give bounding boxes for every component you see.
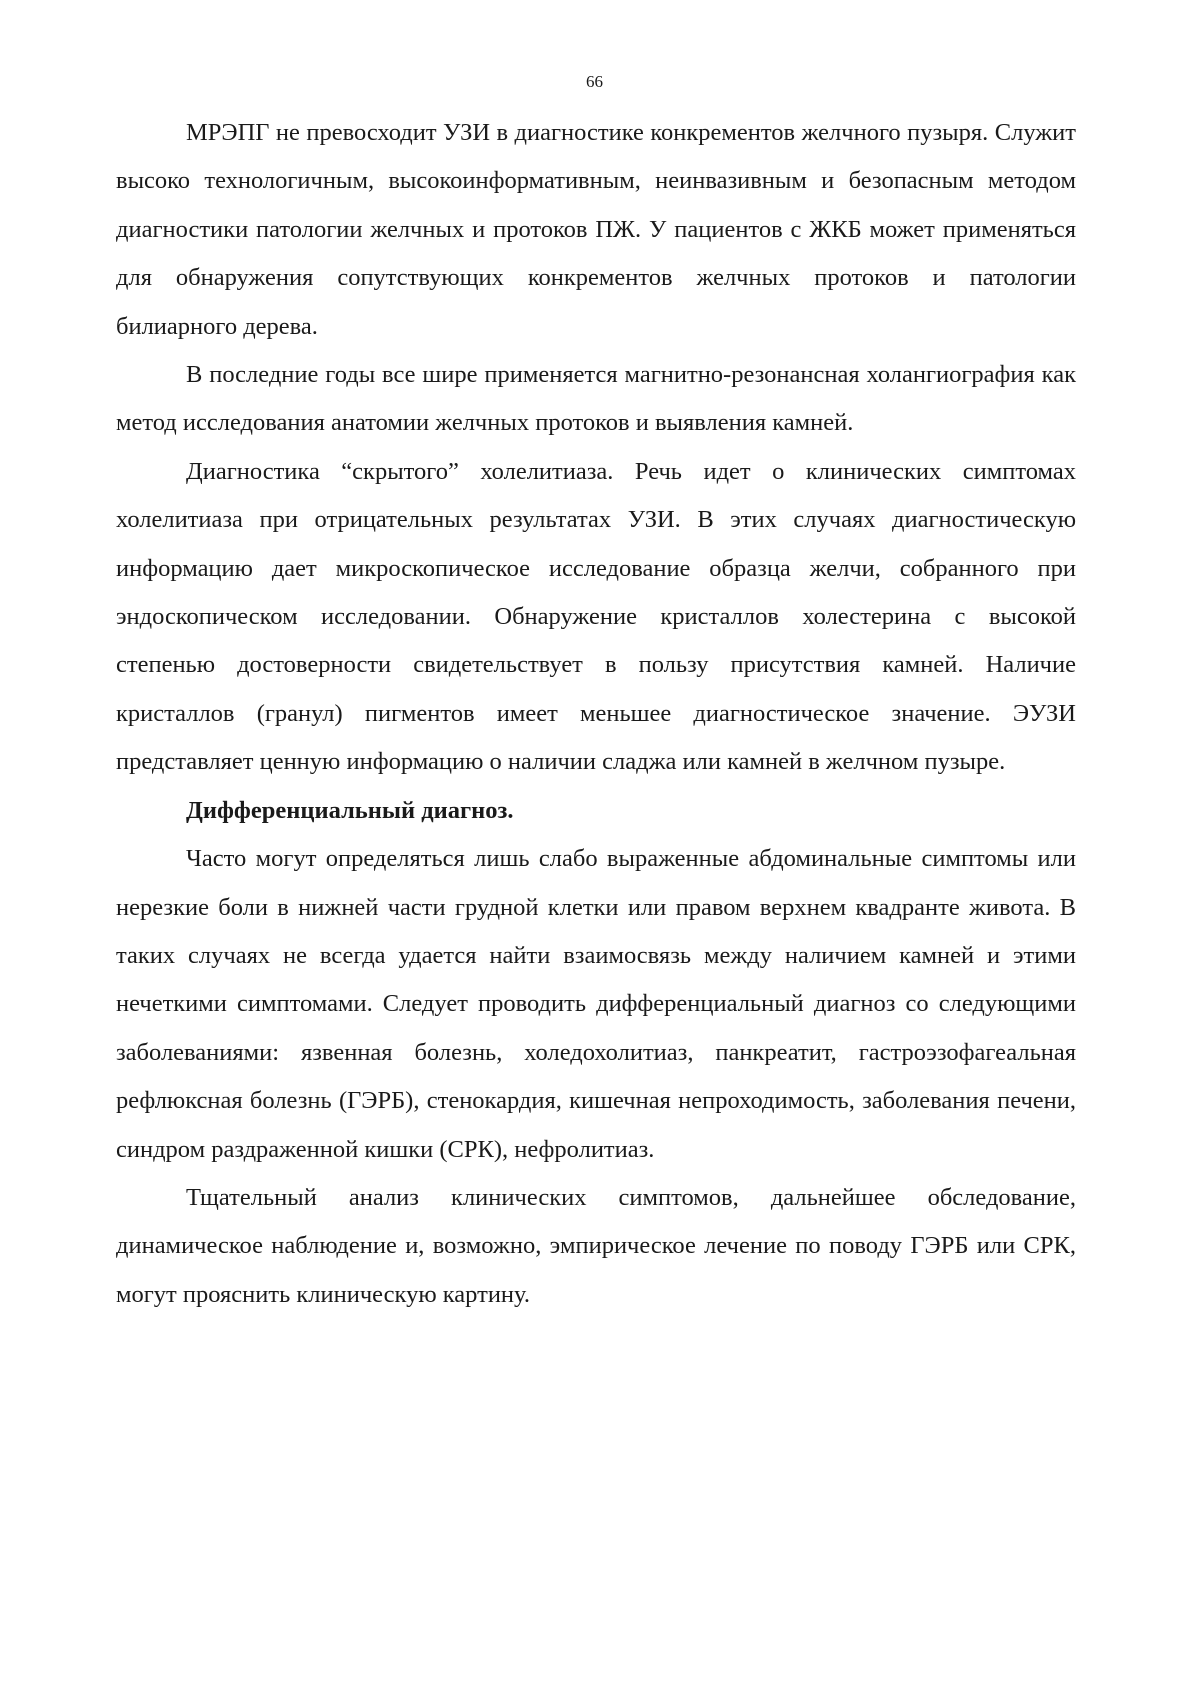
paragraph-mrcp: МРЭПГ не превосходит УЗИ в диагностике конкрементов желчного пузыря. Служит высоко технологичным, высокоинформативным, неинвазивным и безопасным методом диагностики патологии желчных и протоков ПЖ. У пациентов с ЖКБ может применяться для обнаружения сопутствующих конкрементов желчных протоков и патологии билиарного дерева. [116, 119, 1076, 340]
paragraph-mr-cholangiography: В последние годы все шире применяется магнитно-резонансная холангиография как метод исследования анатомии желчных протоков и выявления камней. [116, 361, 1076, 437]
paragraph-differential: Часто могут определяться лишь слабо выраженные абдоминальные симптомы или нерезкие боли в нижней части грудной клетки или правом верхнем квадранте живота. В таких случаях не всегда удается найти взаимосвязь между наличием камней и этими нечеткими симптомами. Следует проводить дифференциальный диагноз со следующими заболеваниями: язвенная болезнь, холедохолитиаз, панкреатит, гастроэзофагеальная рефлюксная болезнь (ГЭРБ), стенокардия, кишечная непроходимость, заболевания печени, синдром раздраженной кишки (СРК), нефролитиаз. [116, 845, 1076, 1163]
section-heading: Дифференциальный диагноз. [186, 796, 514, 824]
paragraph-analysis: Тщательный анализ клинических симптомов, дальнейшее обследование, динамическое наблюдение и, возможно, эмпирическое лечение по поводу ГЭРБ или СРК, могут прояснить клиническую картину. [116, 1183, 1076, 1308]
body-text [116, 109, 1076, 1319]
paragraph-hidden-cholelithiasis: Диагностика “скрытого” холелитиаза. Речь идет о клинических симптомах холелитиаза при отрицательных результатах УЗИ. В этих случаях диагностическую информацию дает микроскопическое исследование образца желчи, собранного при эндоскопическом исследовании. Обнаружение кристаллов холестерина с высокой степенью достоверности свидетельствует в пользу присутствия камней. Наличие кристаллов (гранул) пигментов имеет меньшее диагностическое значение. ЭУЗИ представляет ценную информацию о наличии сладжа или камней в желчном пузыре. [116, 457, 1076, 776]
page-number: 66 [586, 72, 603, 91]
